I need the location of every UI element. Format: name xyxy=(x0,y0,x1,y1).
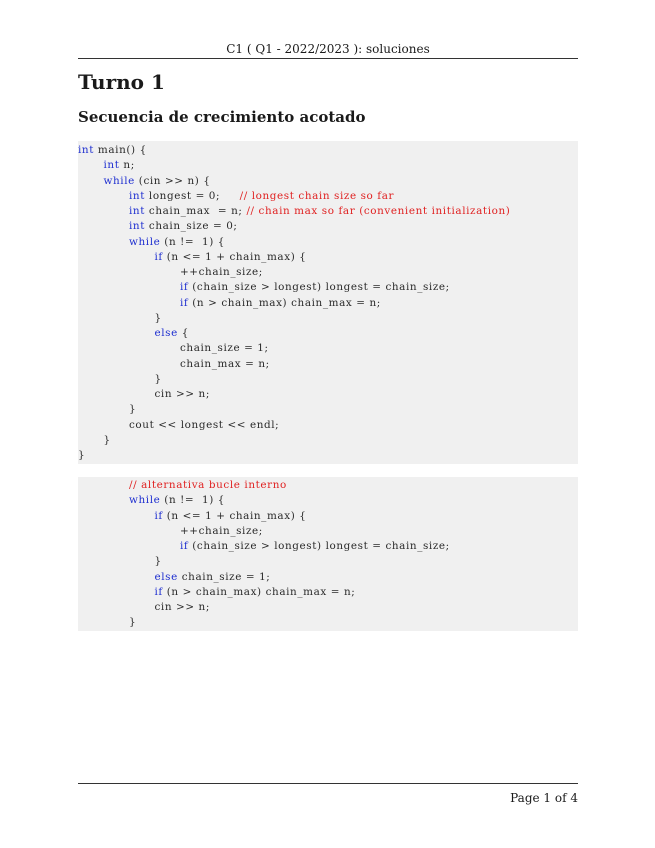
code-comment: // alternativa bucle interno xyxy=(129,479,287,491)
code-keyword: while xyxy=(129,235,161,248)
code-keyword: if xyxy=(154,509,163,522)
code-text: chain_size = 1; xyxy=(180,342,269,355)
code-text: (n > chain_max) chain_max = n; xyxy=(188,296,381,309)
subsection-title: Secuencia de crecimiento acotado xyxy=(78,108,366,126)
code-text: ++chain_size; xyxy=(180,266,263,278)
code-text: } xyxy=(154,555,162,568)
code-line xyxy=(104,433,111,448)
code-line xyxy=(155,311,162,326)
code-text: n; xyxy=(119,159,135,172)
code-text: } xyxy=(129,616,137,629)
code-text: (chain_size > longest) longest = chain_size; xyxy=(188,540,450,552)
code-keyword: if xyxy=(180,281,189,294)
code-text: cin >> n; xyxy=(154,601,210,613)
code-line xyxy=(180,524,263,539)
code-line xyxy=(180,265,263,280)
code-line xyxy=(180,539,450,554)
code-block-alternative xyxy=(78,477,578,631)
code-text: chain_max = n; xyxy=(180,357,270,370)
code-text: cout << longest << endl; xyxy=(129,418,280,431)
page-header: C1 ( Q1 - 2022/2023 ): soluciones xyxy=(226,42,430,56)
code-line xyxy=(155,554,162,569)
code-line xyxy=(180,280,450,295)
code-text: } xyxy=(154,372,162,385)
code-keyword: int xyxy=(103,159,120,172)
code-keyword: if xyxy=(180,296,189,309)
code-line xyxy=(78,448,85,463)
code-line xyxy=(104,158,135,173)
code-text: } xyxy=(103,433,111,446)
code-line xyxy=(78,143,147,158)
code-keyword: int xyxy=(129,205,145,217)
code-block-main xyxy=(78,141,578,464)
code-keyword: int xyxy=(78,144,94,156)
code-text: (cin >> n) { xyxy=(134,174,211,187)
code-comment: // chain max so far (convenient initialization) xyxy=(246,205,511,217)
code-text: ++chain_size; xyxy=(180,524,263,537)
code-keyword: if xyxy=(180,540,189,552)
code-comment: // longest chain size so far xyxy=(239,189,395,202)
code-line xyxy=(129,402,136,417)
code-keyword: else xyxy=(154,570,178,583)
code-text: } xyxy=(78,449,86,461)
code-text: main() { xyxy=(94,144,147,156)
code-text: } xyxy=(129,403,137,416)
code-line xyxy=(129,615,136,630)
page-number: Page 1 of 4 xyxy=(510,791,578,805)
code-keyword: int xyxy=(129,189,145,202)
code-line xyxy=(155,509,307,524)
code-line xyxy=(129,493,225,508)
code-line xyxy=(155,326,189,341)
code-text: chain_max = n; xyxy=(145,205,247,217)
code-text: longest = 0; xyxy=(145,189,240,202)
section-title: Turno 1 xyxy=(78,70,165,94)
code-line xyxy=(129,418,279,433)
code-line xyxy=(155,600,210,615)
code-text: (n <= 1 + chain_max) { xyxy=(162,509,307,522)
code-line xyxy=(180,296,381,311)
code-text: chain_size = 1; xyxy=(177,570,271,583)
code-keyword: int xyxy=(129,220,145,233)
code-keyword: while xyxy=(103,174,135,187)
code-line xyxy=(104,174,211,189)
code-text: chain_size = 0; xyxy=(145,220,238,233)
code-keyword: if xyxy=(154,585,163,598)
code-line xyxy=(180,357,270,372)
code-line xyxy=(155,387,210,402)
code-text: (chain_size > longest) longest = chain_size; xyxy=(188,281,450,294)
code-keyword: if xyxy=(154,250,163,263)
code-line xyxy=(129,235,225,250)
code-line xyxy=(155,250,307,265)
code-line xyxy=(129,219,238,234)
code-text: cin >> n; xyxy=(154,388,210,400)
footer-rule xyxy=(78,783,578,784)
code-line xyxy=(129,478,287,493)
code-keyword: while xyxy=(129,494,161,507)
code-keyword: else xyxy=(154,327,178,339)
code-line xyxy=(180,341,269,356)
code-text: (n != 1) { xyxy=(160,494,226,507)
code-line xyxy=(155,372,162,387)
code-text: } xyxy=(154,311,162,324)
code-text: (n > chain_max) chain_max = n; xyxy=(162,585,356,598)
code-line xyxy=(155,585,356,600)
code-text: (n != 1) { xyxy=(160,235,226,248)
code-line xyxy=(129,189,394,204)
code-text: (n <= 1 + chain_max) { xyxy=(162,250,307,263)
code-line xyxy=(155,570,271,585)
header-rule xyxy=(78,58,578,59)
code-text: { xyxy=(177,327,189,339)
code-line xyxy=(129,204,510,219)
